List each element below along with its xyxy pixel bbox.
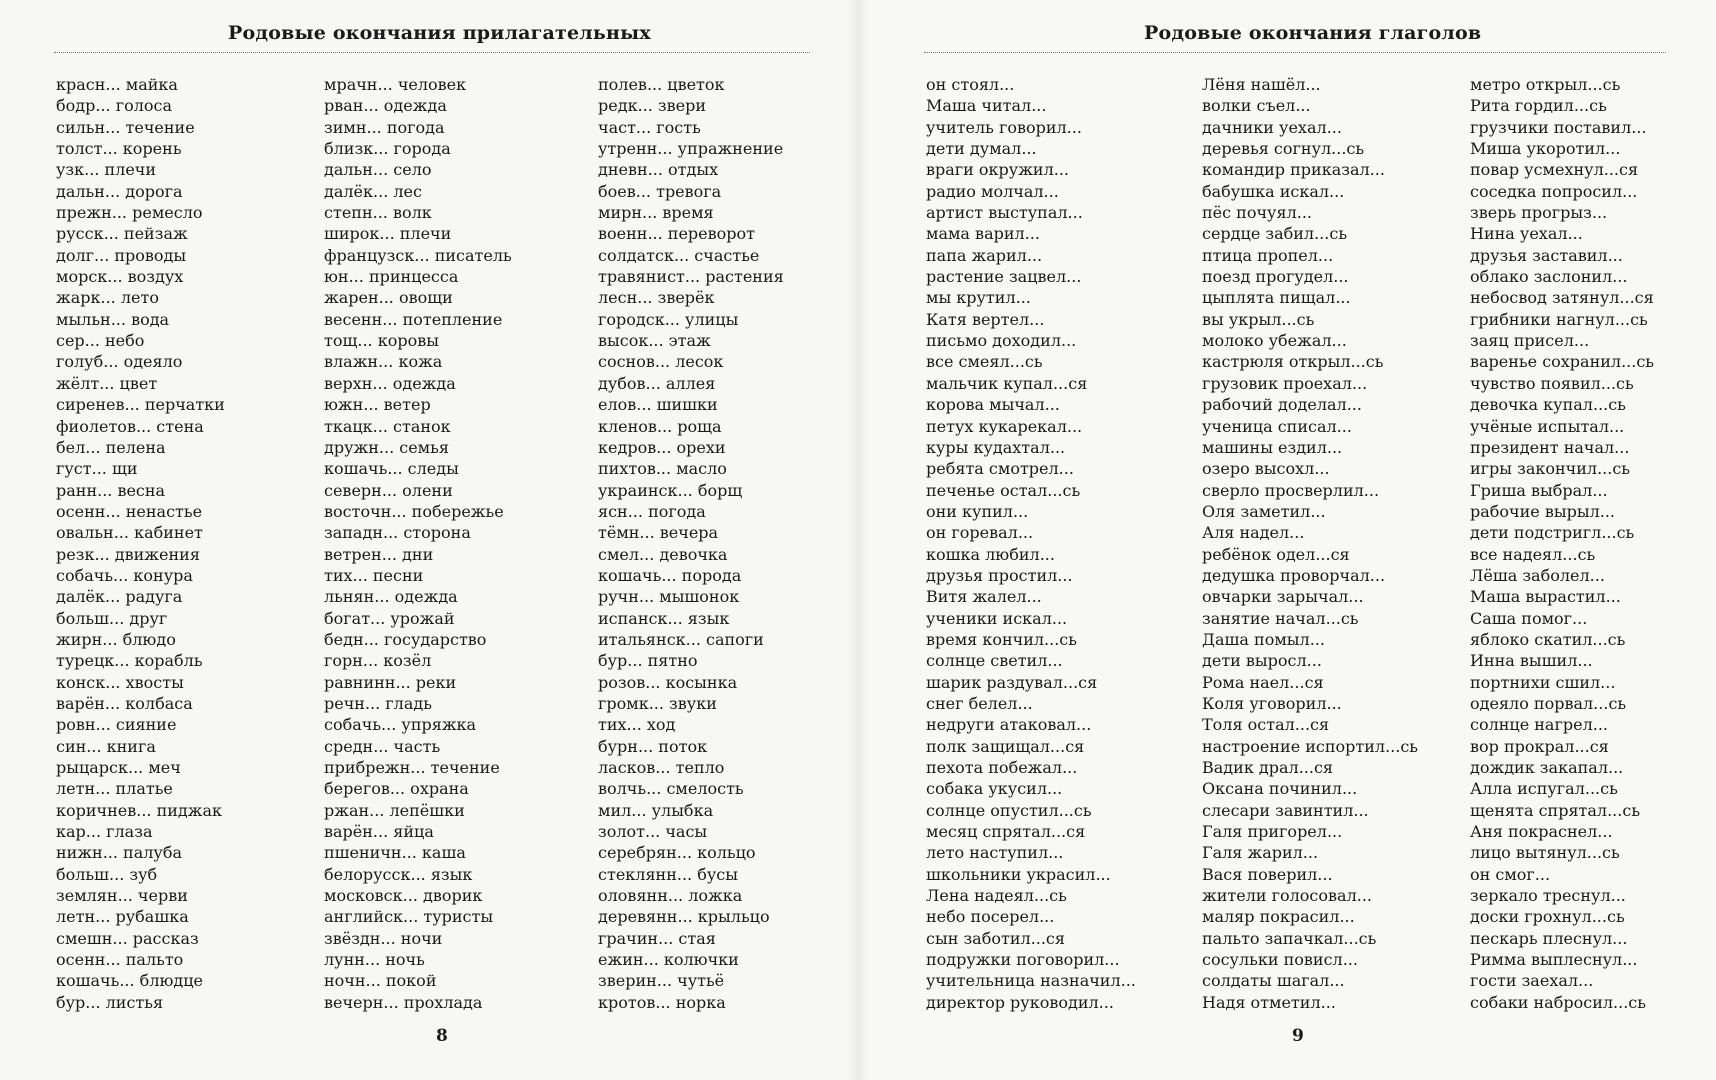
- exercise-item: враги окружил...: [926, 160, 1070, 180]
- exercise-item: снег белел...: [926, 693, 1033, 713]
- exercise-item: боев... тревога: [598, 181, 722, 201]
- exercise-item: дети думал...: [926, 139, 1037, 159]
- exercise-item: долг... проводы: [56, 245, 187, 265]
- exercise-item: тощ... коровы: [324, 331, 439, 351]
- word-column: [56, 74, 225, 1013]
- exercise-item: ясн... погода: [598, 501, 706, 521]
- exercise-item: жарен... овощи: [324, 288, 453, 308]
- exercise-item: ранн... весна: [56, 480, 166, 500]
- exercise-item: стеклянн... бусы: [598, 864, 738, 884]
- exercise-item: травянист... растения: [598, 267, 784, 287]
- exercise-item: средн... часть: [324, 736, 441, 756]
- exercise-item: берегов... охрана: [324, 779, 469, 799]
- exercise-item: южн... ветер: [324, 395, 431, 415]
- exercise-item: кедров... орехи: [598, 437, 726, 457]
- exercise-item: овчарки зарычал...: [1202, 587, 1364, 607]
- exercise-item: все надеял...сь: [1470, 544, 1596, 564]
- exercise-item: грузчики поставил...: [1470, 117, 1647, 137]
- exercise-item: близк... города: [324, 139, 451, 159]
- exercise-item: варенье сохранил...сь: [1470, 352, 1655, 372]
- exercise-item: полк защищал...ся: [926, 736, 1085, 756]
- exercise-item: степн... волк: [324, 203, 432, 223]
- exercise-item: дружн... семья: [324, 437, 449, 457]
- exercise-item: пёс почуял...: [1202, 203, 1312, 223]
- exercise-item: Миша укоротил...: [1470, 139, 1621, 159]
- exercise-item: чувство появил...сь: [1470, 373, 1634, 393]
- exercise-item: кротов... норка: [598, 992, 726, 1012]
- exercise-item: Коля уговорил...: [1202, 693, 1342, 713]
- exercise-item: Лёня нашёл...: [1202, 75, 1321, 94]
- exercise-item: Галя пригорел...: [1202, 822, 1343, 842]
- exercise-item: бурн... поток: [598, 736, 708, 756]
- exercise-item: кленов... роща: [598, 416, 722, 436]
- exercise-item: тих... песни: [324, 565, 424, 585]
- exercise-item: командир приказал...: [1202, 160, 1385, 180]
- exercise-item: Витя жалел...: [926, 587, 1042, 607]
- exercise-item: весенн... потепление: [324, 309, 503, 329]
- exercise-item: одеяло порвал...сь: [1470, 693, 1627, 713]
- exercise-item: высок... этаж: [598, 331, 711, 351]
- exercise-item: рабочий доделал...: [1202, 395, 1362, 415]
- exercise-item: зимн... погода: [324, 117, 445, 137]
- exercise-item: Инна вышил...: [1470, 651, 1593, 671]
- exercise-item: дождик закапал...: [1470, 758, 1624, 777]
- exercise-item: Римма выплеснул...: [1470, 950, 1638, 970]
- exercise-item: цыплята пищал...: [1202, 288, 1351, 308]
- exercise-item: горн... козёл: [324, 651, 432, 671]
- exercise-item: ребята смотрел...: [926, 459, 1074, 479]
- exercise-item: жарк... лето: [56, 288, 159, 308]
- exercise-item: учёные испытал...: [1470, 416, 1625, 436]
- exercise-item: месяц спрятал...ся: [926, 822, 1086, 842]
- exercise-item: недруги атаковал...: [926, 715, 1092, 735]
- exercise-item: осенн... пальто: [56, 950, 184, 970]
- exercise-item: рван... одежда: [324, 96, 447, 116]
- exercise-item: соснов... лесок: [598, 352, 724, 372]
- exercise-item: серебрян... кольцо: [598, 843, 756, 863]
- exercise-item: собака укусил...: [926, 779, 1063, 799]
- exercise-item: зверь прогрыз...: [1470, 203, 1608, 223]
- exercise-item: заяц присел...: [1470, 331, 1590, 351]
- exercise-item: Саша помог...: [1470, 608, 1588, 628]
- exercise-item: Оксана починил...: [1202, 779, 1358, 799]
- exercise-item: собачь... конура: [56, 565, 193, 585]
- exercise-item: папа жарил...: [926, 245, 1043, 265]
- exercise-item: дальн... дорога: [56, 181, 183, 201]
- exercise-item: ученики искал...: [926, 608, 1068, 628]
- dotted-divider: [54, 52, 810, 53]
- exercise-item: дневн... отдых: [598, 160, 719, 180]
- exercise-item: нижн... палуба: [56, 843, 183, 863]
- exercise-item: яблоко скатил...сь: [1470, 629, 1626, 649]
- exercise-item: Вадик драл...ся: [1202, 758, 1334, 777]
- exercise-item: восточн... побережье: [324, 501, 504, 521]
- exercise-item: ребёнок одел...ся: [1202, 544, 1350, 564]
- exercise-item: дачники уехал...: [1202, 117, 1342, 137]
- exercise-item: мама варил...: [926, 224, 1040, 244]
- exercise-item: солнце светил...: [926, 651, 1063, 671]
- exercise-item: учительница назначил...: [926, 971, 1136, 991]
- exercise-item: тёмн... вечера: [598, 523, 719, 543]
- exercise-item: ткацк... станок: [324, 416, 451, 436]
- exercise-item: грузовик проехал...: [1202, 373, 1368, 393]
- exercise-item: машины ездил...: [1202, 437, 1343, 457]
- exercise-item: сиренев... перчатки: [56, 395, 225, 415]
- exercise-item: английск... туристы: [324, 907, 494, 927]
- exercise-item: вы укрыл...сь: [1202, 309, 1315, 329]
- exercise-item: небо посерел...: [926, 907, 1055, 927]
- exercise-item: далёк... лес: [324, 181, 422, 201]
- exercise-item: военн... переворот: [598, 224, 755, 244]
- exercise-item: жирн... блюдо: [56, 629, 176, 649]
- exercise-item: грачин... стая: [598, 928, 716, 948]
- exercise-item: мил... улыбка: [598, 800, 714, 820]
- exercise-item: жёлт... цвет: [56, 373, 158, 393]
- exercise-item: поезд прогудел...: [1202, 267, 1349, 287]
- exercise-item: утренн... упражнение: [598, 139, 784, 159]
- exercise-item: мирн... время: [598, 203, 714, 223]
- exercise-item: пихтов... масло: [598, 459, 727, 479]
- exercise-item: девочка купал...сь: [1470, 395, 1626, 415]
- exercise-item: част... гость: [598, 117, 701, 137]
- exercise-item: вечерн... прохлада: [324, 992, 483, 1012]
- exercise-item: пальто запачкал...сь: [1202, 928, 1377, 948]
- exercise-item: повар усмехнул...ся: [1470, 160, 1639, 180]
- exercise-item: больш... зуб: [56, 864, 158, 884]
- exercise-item: небосвод затянул...ся: [1470, 288, 1654, 308]
- exercise-item: озеро высохл...: [1202, 459, 1330, 479]
- exercise-item: бабушка искал...: [1202, 181, 1345, 201]
- exercise-item: звёздн... ночи: [324, 928, 443, 948]
- exercise-item: доски грохнул...сь: [1470, 907, 1625, 927]
- exercise-item: деревья согнул...сь: [1202, 139, 1365, 159]
- exercise-item: жители голосовал...: [1202, 886, 1372, 906]
- exercise-item: волчь... смелость: [598, 779, 744, 799]
- exercise-item: куры кудахтал...: [926, 437, 1066, 457]
- dotted-divider: [924, 52, 1666, 53]
- exercise-item: голуб... одеяло: [56, 352, 183, 372]
- exercise-item: солдаты шагал...: [1202, 971, 1345, 991]
- exercise-item: пшеничн... каша: [324, 843, 466, 863]
- right-page: [858, 0, 1716, 1080]
- exercise-item: смел... девочка: [598, 544, 728, 564]
- exercise-item: Маша читал...: [926, 96, 1047, 116]
- exercise-item: турецк... корабль: [56, 651, 203, 671]
- exercise-item: бодр... голоса: [56, 96, 173, 116]
- exercise-item: он смог...: [1470, 864, 1551, 884]
- exercise-item: Аля надел...: [1202, 523, 1305, 543]
- exercise-item: морск... воздух: [56, 267, 184, 287]
- exercise-item: ласков... тепло: [598, 758, 725, 777]
- exercise-item: Аня покраснел...: [1470, 822, 1613, 842]
- exercise-item: московск... дворик: [324, 886, 483, 906]
- exercise-item: петух кукарекал...: [926, 416, 1083, 436]
- exercise-item: Катя вертел...: [926, 309, 1045, 329]
- exercise-item: растение зацвел...: [926, 267, 1082, 287]
- exercise-item: громк... звуки: [598, 693, 717, 713]
- exercise-item: сердце забил...сь: [1202, 224, 1348, 244]
- exercise-item: редк... звери: [598, 96, 707, 116]
- exercise-item: влажн... кожа: [324, 352, 443, 372]
- exercise-item: сильн... течение: [56, 117, 195, 137]
- exercise-item: солнце опустил...сь: [926, 800, 1092, 820]
- word-column: [598, 74, 784, 1013]
- exercise-item: радио молчал...: [926, 181, 1059, 201]
- exercise-item: кар... глаза: [56, 822, 153, 842]
- exercise-item: сверло просверлил...: [1202, 480, 1380, 500]
- exercise-item: французск... писатель: [324, 245, 512, 265]
- exercise-item: соседка попросил...: [1470, 181, 1638, 201]
- exercise-item: кошачь... следы: [324, 459, 459, 479]
- exercise-item: Лёша заболел...: [1470, 565, 1605, 585]
- word-column: [1202, 74, 1418, 1013]
- exercise-item: сосульки повисл...: [1202, 950, 1358, 970]
- exercise-item: прибрежн... течение: [324, 758, 500, 777]
- exercise-item: розов... косынка: [598, 672, 738, 692]
- exercise-item: западн... сторона: [324, 523, 471, 543]
- exercise-item: дети выросл...: [1202, 651, 1322, 671]
- exercise-item: ежин... колючки: [598, 950, 739, 970]
- exercise-item: итальянск... сапоги: [598, 629, 764, 649]
- exercise-item: собачь... упряжка: [324, 715, 477, 735]
- exercise-item: осенн... ненастье: [56, 501, 203, 521]
- exercise-item: собаки набросил...сь: [1470, 992, 1646, 1012]
- exercise-item: резк... движения: [56, 544, 200, 564]
- exercise-item: фиолетов... стена: [56, 416, 204, 436]
- exercise-item: школьники украсил...: [926, 864, 1111, 884]
- word-column: [1470, 74, 1654, 1013]
- exercise-item: президент начал...: [1470, 437, 1630, 457]
- exercise-item: Оля заметил...: [1202, 501, 1326, 521]
- exercise-item: густ... щи: [56, 459, 138, 479]
- exercise-item: они купил...: [926, 501, 1029, 521]
- exercise-item: бур... листья: [56, 992, 164, 1012]
- exercise-item: смешн... рассказ: [56, 928, 199, 948]
- exercise-item: землян... черви: [56, 886, 188, 906]
- exercise-item: прежн... ремесло: [56, 203, 203, 223]
- exercise-item: северн... олени: [324, 480, 453, 500]
- exercise-item: елов... шишки: [598, 395, 718, 415]
- exercise-item: верхн... одежда: [324, 373, 456, 393]
- exercise-item: зверин... чутьё: [598, 971, 725, 991]
- exercise-item: ночн... покой: [324, 971, 437, 991]
- exercise-item: молоко убежал...: [1202, 331, 1347, 351]
- exercise-item: портнихи сшил...: [1470, 672, 1616, 692]
- exercise-item: деревянн... крыльцо: [598, 907, 770, 927]
- exercise-item: Гриша выбрал...: [1470, 480, 1608, 500]
- exercise-item: дальн... село: [324, 160, 432, 180]
- exercise-item: бел... пелена: [56, 437, 166, 457]
- exercise-item: белорусск... язык: [324, 864, 473, 884]
- exercise-item: речн... гладь: [324, 693, 432, 713]
- exercise-item: кастрюля открыл...сь: [1202, 352, 1384, 372]
- exercise-item: метро открыл...сь: [1470, 75, 1621, 94]
- book-gutter: [846, 0, 870, 1080]
- exercise-item: син... книга: [56, 736, 156, 756]
- exercise-item: юн... принцесса: [324, 267, 459, 287]
- exercise-item: широк... плечи: [324, 224, 452, 244]
- exercise-item: коричнев... пиджак: [56, 800, 223, 820]
- exercise-item: солдатск... счастье: [598, 245, 760, 265]
- exercise-item: Алла испугал...сь: [1470, 779, 1618, 799]
- exercise-item: сер... небо: [56, 331, 145, 351]
- exercise-item: письмо доходил...: [926, 331, 1077, 351]
- exercise-item: маляр покрасил...: [1202, 907, 1355, 927]
- exercise-item: бедн... государство: [324, 629, 487, 649]
- exercise-item: лето наступил...: [926, 843, 1064, 863]
- exercise-item: директор руководил...: [926, 992, 1114, 1012]
- exercise-item: ручн... мышонок: [598, 587, 740, 607]
- exercise-item: варён... яйца: [324, 822, 434, 842]
- exercise-item: Рита гордил...сь: [1470, 96, 1607, 116]
- exercise-item: красн... майка: [56, 75, 178, 94]
- exercise-item: Рома наел...ся: [1202, 672, 1324, 692]
- exercise-item: Нина уехал...: [1470, 224, 1583, 244]
- exercise-item: занятие начал...сь: [1202, 608, 1359, 628]
- page-number: 9: [1292, 1026, 1304, 1046]
- exercise-item: Вася поверил...: [1202, 864, 1333, 884]
- exercise-item: вор прокрал...ся: [1470, 736, 1609, 756]
- exercise-item: узк... плечи: [56, 160, 157, 180]
- exercise-item: грибники нагнул...сь: [1470, 309, 1648, 329]
- exercise-item: настроение испортил...сь: [1202, 736, 1419, 756]
- exercise-item: оловянн... ложка: [598, 886, 743, 906]
- exercise-item: Толя остал...ся: [1202, 715, 1330, 735]
- exercise-item: подружки поговорил...: [926, 950, 1120, 970]
- exercise-item: ученица списал...: [1202, 416, 1352, 436]
- exercise-item: гости заехал...: [1470, 971, 1594, 991]
- exercise-item: шарик раздувал...ся: [926, 672, 1098, 692]
- exercise-item: лунн... ночь: [324, 950, 425, 970]
- exercise-item: мыльн... вода: [56, 309, 170, 329]
- exercise-item: золот... часы: [598, 822, 708, 842]
- exercise-item: пескарь плеснул...: [1470, 928, 1628, 948]
- exercise-item: больш... друг: [56, 608, 168, 628]
- exercise-item: кошка любил...: [926, 544, 1055, 564]
- exercise-item: Даша помыл...: [1202, 629, 1325, 649]
- exercise-item: льнян... одежда: [324, 587, 458, 607]
- exercise-item: печенье остал...сь: [926, 480, 1081, 500]
- exercise-item: русск... пейзаж: [56, 224, 188, 244]
- word-column: [926, 74, 1136, 1013]
- exercise-item: птица пропел...: [1202, 245, 1334, 265]
- exercise-item: щенята спрятал...сь: [1470, 800, 1641, 820]
- exercise-item: полев... цветок: [598, 75, 725, 94]
- word-column: [324, 74, 512, 1013]
- exercise-item: кошачь... блюдце: [56, 971, 204, 991]
- exercise-item: конск... хвосты: [56, 672, 184, 692]
- exercise-item: рабочие вырыл...: [1470, 501, 1615, 521]
- exercise-item: ветрен... дни: [324, 544, 434, 564]
- exercise-item: далёк... радуга: [56, 587, 183, 607]
- exercise-item: варён... колбаса: [56, 693, 193, 713]
- exercise-item: игры закончил...сь: [1470, 459, 1631, 479]
- exercise-item: он стоял...: [926, 75, 1015, 94]
- exercise-item: лесн... зверёк: [598, 288, 715, 308]
- exercise-item: дубов... аллея: [598, 373, 716, 393]
- exercise-item: волки съел...: [1202, 96, 1311, 116]
- exercise-item: учитель говорил...: [926, 117, 1082, 137]
- exercise-item: он горевал...: [926, 523, 1034, 543]
- exercise-item: дети подстригл...сь: [1470, 523, 1635, 543]
- page-title: Родовые окончания глаголов: [1144, 22, 1482, 44]
- exercise-item: друзья заставил...: [1470, 245, 1623, 265]
- exercise-item: Лена надеял...сь: [926, 886, 1067, 906]
- exercise-item: Галя жарил...: [1202, 843, 1319, 863]
- exercise-item: летн... платье: [56, 779, 173, 799]
- page-title: Родовые окончания прилагательных: [228, 22, 651, 44]
- exercise-item: облако заслонил...: [1470, 267, 1628, 287]
- exercise-item: зеркало треснул...: [1470, 886, 1626, 906]
- exercise-item: толст... корень: [56, 139, 182, 159]
- exercise-item: равнинн... реки: [324, 672, 457, 692]
- exercise-item: солнце нагрел...: [1470, 715, 1608, 735]
- exercise-item: пехота побежал...: [926, 758, 1078, 777]
- exercise-item: кошачь... порода: [598, 565, 742, 585]
- exercise-item: мальчик купал...ся: [926, 373, 1088, 393]
- exercise-item: богат... урожай: [324, 608, 455, 628]
- exercise-item: рыцарск... меч: [56, 758, 181, 777]
- exercise-item: Маша вырастил...: [1470, 587, 1621, 607]
- exercise-item: сын заботил...ся: [926, 928, 1065, 948]
- exercise-item: мрачн... человек: [324, 75, 467, 94]
- exercise-item: овальн... кабинет: [56, 523, 203, 543]
- exercise-item: летн... рубашка: [56, 907, 189, 927]
- exercise-item: корова мычал...: [926, 395, 1060, 415]
- page-number: 8: [436, 1026, 448, 1046]
- exercise-item: украинск... борщ: [598, 480, 743, 500]
- exercise-item: Надя отметил...: [1202, 992, 1336, 1012]
- exercise-item: ровн... сияние: [56, 715, 177, 735]
- exercise-item: испанск... язык: [598, 608, 730, 628]
- exercise-item: время кончил...сь: [926, 629, 1077, 649]
- exercise-item: городск... улицы: [598, 309, 739, 329]
- exercise-item: друзья простил...: [926, 565, 1073, 585]
- exercise-item: мы крутил...: [926, 288, 1031, 308]
- exercise-item: дедушка проворчал...: [1202, 565, 1386, 585]
- exercise-item: ржан... лепёшки: [324, 800, 465, 820]
- exercise-item: все смеял...сь: [926, 352, 1043, 372]
- exercise-item: слесари завинтил...: [1202, 800, 1369, 820]
- exercise-item: бур... пятно: [598, 651, 698, 671]
- exercise-item: лицо вытянул...сь: [1470, 843, 1620, 863]
- exercise-item: артист выступал...: [926, 203, 1083, 223]
- exercise-item: тих... ход: [598, 715, 676, 735]
